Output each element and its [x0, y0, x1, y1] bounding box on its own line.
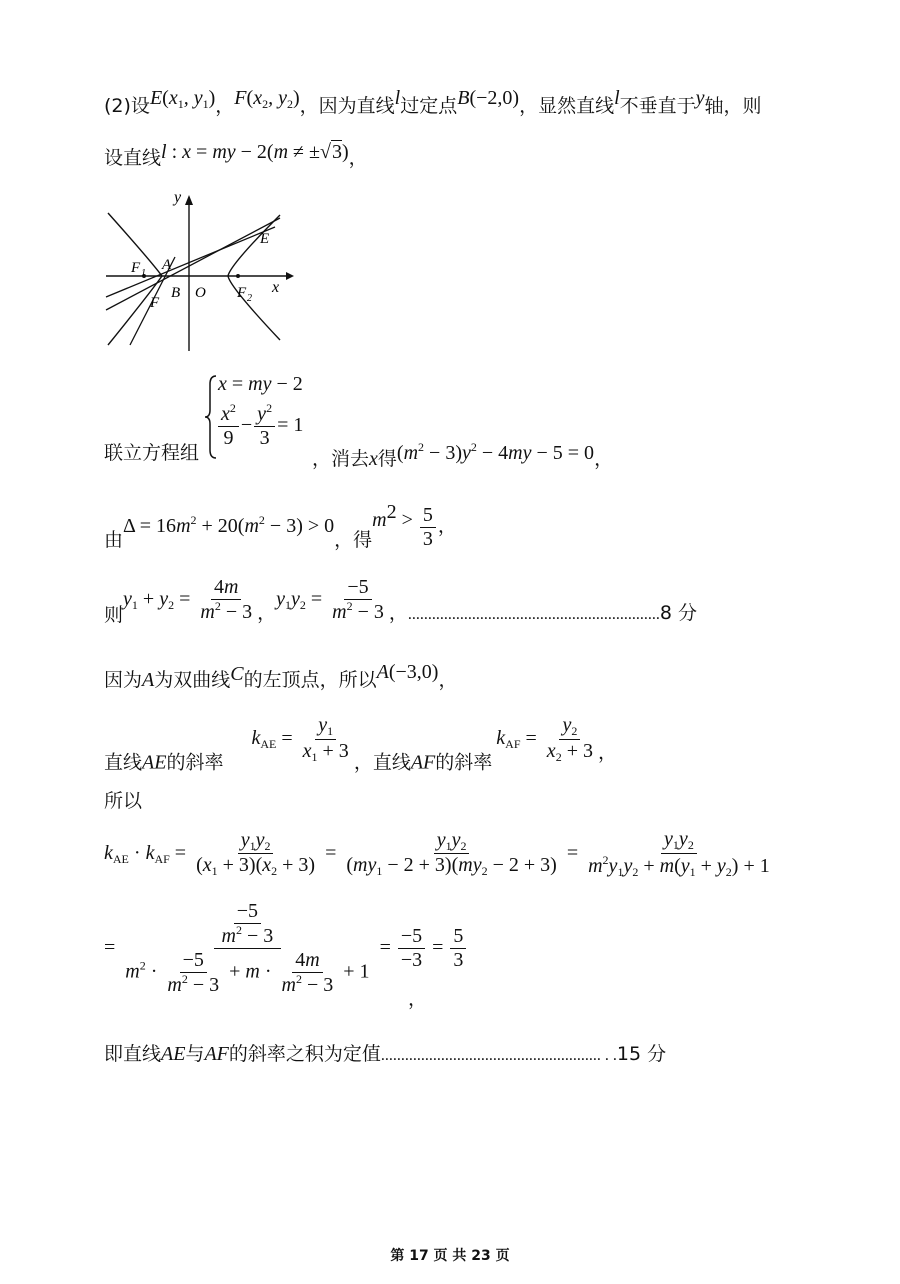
five-thirds: $\frac{5}{3}$ [420, 504, 436, 551]
label-a: A [162, 257, 172, 273]
quadratic-equation: $(m^2 - 3)y^2 - 4my - 5 = 0$ [396, 440, 595, 464]
slope-af: $k_{AF}$ [496, 727, 521, 752]
label-f2: F [237, 285, 247, 301]
delta-expression: $\Delta = 16m^2 + 20(m^2 - 3) > 0$ [123, 513, 335, 537]
product-line-1: $k_{AE} \cdot k_{AF}$ = $\frac{y_1y_2}{(x_1 + 3)(x_2 + 3)}$ = $\frac{y_1y_2}{(my_1 - 2 + 3)(my_2 - 2 + 3)}$ = $\frac{y_1y_2}{m^2y_1y_2 + m(y_1 + y_2) + 1}$ [104, 828, 770, 879]
so-line: 所以 [104, 790, 143, 812]
line-2: 设直线l : x = my − 2(m ≠ ±√3)， [104, 141, 368, 169]
label-o: O [195, 285, 206, 301]
hyperbola-left-branch [108, 213, 162, 345]
hyperbola-figure [100, 185, 300, 355]
label-b: B [171, 285, 181, 301]
sum-of-roots: $\frac{4m}{m^2 - 3}$ [200, 576, 253, 623]
label-f1-sub: 1 [141, 268, 146, 279]
vertex-a-coord: A [376, 661, 389, 683]
label-f1: F [131, 260, 141, 276]
label-x: x [272, 279, 280, 296]
conclusion-line: 即直线AE与AF的斜率之积为定值....................................................... . .15 分 [104, 1043, 667, 1065]
label-f2-sub: 2 [247, 293, 252, 304]
leader-dots-15: ....................................................... . . [380, 1047, 617, 1064]
label-y: y [174, 189, 182, 206]
hyperbola-right-branch [228, 215, 280, 340]
score-8: 8 分 [659, 602, 698, 624]
delta-line: 由$\Delta = 16m^2 + 20(m^2 - 3) > 0$，得$m^2$ > $\frac{5}{3}$ ， [104, 501, 457, 551]
focus-f2-dot [236, 274, 240, 278]
line-1: (2)设$E(x_1$, $y_1$)，$F(x_2$, $y_2$)，因为直线l过定点B(−2,0)，显然直线l不垂直于y轴，则 [104, 87, 762, 117]
point-b-coord: B [457, 87, 470, 109]
x-axis-arrow-icon [286, 272, 294, 280]
slopes-line: 直线AE的斜率$k_{AE}$ = $\frac{y_1}{x_1 + 3}$ ，直线AF的斜率$k_{AF}$ = $\frac{y_2}{x_2 + 3}$ ， [104, 714, 617, 774]
equation-line: x = my − 2 [218, 373, 303, 395]
point-f-coord: F [234, 87, 247, 109]
trailing-comma: ， [408, 988, 428, 1010]
vieta-line: 则$y_1 + y_2$ = $\frac{4m}{m^2 - 3}$ ，$y_1y_2$ = $\frac{-5}{m^2 - 3}$ ，$_{...............................................................}$8 分 [104, 576, 698, 626]
equation-hyperbola: $\frac{x^2}{9}$ − $\frac{y^2}{3}$ = 1 [216, 402, 303, 450]
part-label: (2) [104, 95, 131, 117]
product-of-roots: $\frac{-5}{m^2 - 3}$ [332, 576, 384, 623]
page-footer: 第 17 页 共 23 页 [390, 1248, 510, 1264]
y-axis-arrow-icon [185, 195, 193, 205]
vertex-line: 因为A为双曲线C的左顶点，所以A(−3,0)， [104, 661, 458, 691]
product-line-2: = $\frac{-5}{m^2 - 3}$ $m^2$ · $\frac{-5}{m^2 - 3}$ + m · $\frac{4m}{m^2 - 3}$ + 1 = $\frac{-5}{-3}$ = $\frac{5}{3}$ [104, 900, 468, 997]
slope-ae: $k_{AE}$ [251, 727, 277, 752]
label-e: E [260, 231, 270, 247]
label-f: F [150, 295, 160, 311]
score-15: 15 分 [616, 1043, 667, 1065]
leader-dots-8: ............................................................... [407, 606, 660, 623]
point-e-coord: E [149, 87, 163, 109]
